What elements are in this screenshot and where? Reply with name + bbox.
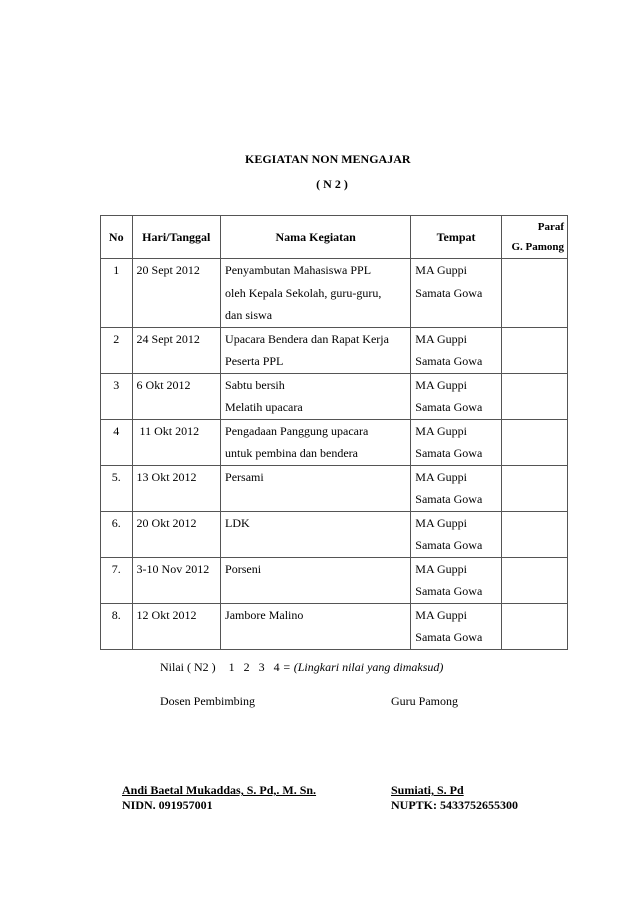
header-paraf-line1: Paraf	[537, 221, 564, 233]
place-line: MA Guppi	[415, 515, 467, 530]
cell-date: 11 Okt 2012	[132, 419, 221, 465]
cell-activity	[221, 373, 411, 419]
place-line: MA Guppi	[415, 377, 467, 392]
guru-pamong-label: Guru Pamong	[391, 694, 458, 708]
table-row	[101, 327, 568, 373]
nilai-note: = (Lingkari nilai yang dimaksud)	[282, 660, 444, 674]
activity-line: Sabtu bersih	[225, 377, 285, 392]
cell-place	[411, 511, 502, 557]
cell-activity	[221, 511, 411, 557]
cell-place	[411, 557, 502, 603]
cell-place	[411, 327, 502, 373]
place-line: MA Guppi	[415, 423, 467, 438]
table-row	[101, 373, 568, 419]
place-line: MA Guppi	[415, 607, 467, 622]
dosen-pembimbing-label: Dosen Pembimbing	[160, 694, 255, 708]
cell-paraf	[501, 419, 567, 465]
cell-no: 3	[101, 373, 133, 419]
cell-place	[411, 603, 502, 649]
cell-date: 6 Okt 2012	[132, 373, 221, 419]
activity-line: untuk pembina dan bendera	[225, 446, 359, 460]
table-header-row	[101, 216, 568, 259]
cell-paraf	[501, 511, 567, 557]
cell-date: 12 Okt 2012	[132, 603, 221, 649]
cell-no: 2	[101, 327, 133, 373]
activity-line: dan siswa	[225, 308, 273, 322]
table-row	[101, 603, 568, 649]
cell-activity	[221, 465, 411, 511]
activity-line: Jambore Malino	[225, 607, 304, 622]
place-line: MA Guppi	[415, 561, 467, 576]
cell-activity	[221, 327, 411, 373]
header-paraf	[501, 216, 567, 259]
activity-line: Peserta PPL	[225, 354, 284, 368]
activity-line: Upacara Bendera dan Rapat Kerja	[225, 331, 389, 346]
cell-date: 20 Sept 2012	[132, 259, 221, 328]
header-place: Tempat	[411, 216, 502, 259]
table-body	[101, 259, 568, 650]
cell-activity	[221, 419, 411, 465]
place-line: Samata Gowa	[415, 630, 483, 644]
nilai-options: 1 2 3 4	[228, 660, 280, 674]
table-row	[101, 259, 568, 328]
cell-paraf	[501, 259, 567, 328]
guru-id: NUPTK: 5433752655300	[391, 798, 518, 812]
place-line: MA Guppi	[415, 263, 467, 277]
cell-paraf	[501, 557, 567, 603]
place-line: Samata Gowa	[415, 584, 483, 598]
cell-activity	[221, 557, 411, 603]
header-date: Hari/Tanggal	[132, 216, 221, 259]
cell-no: 8.	[101, 603, 133, 649]
nilai-label: Nilai ( N2 )	[160, 660, 216, 674]
guru-name: Sumiati, S. Pd	[391, 783, 464, 797]
header-paraf-line2: G. Pamong	[511, 241, 564, 253]
dosen-name: Andi Baetal Mukaddas, S. Pd,. M. Sn.	[122, 783, 317, 797]
cell-paraf	[501, 465, 567, 511]
cell-activity	[221, 259, 411, 328]
cell-paraf	[501, 603, 567, 649]
nilai-line	[160, 660, 443, 675]
place-line: Samata Gowa	[415, 400, 483, 414]
cell-no: 6.	[101, 511, 133, 557]
cell-no: 4	[101, 419, 133, 465]
activity-line: Persami	[225, 469, 264, 484]
place-line: Samata Gowa	[415, 354, 483, 368]
table-row	[101, 419, 568, 465]
dosen-id: NIDN. 091957001	[122, 798, 213, 812]
cell-date: 20 Okt 2012	[132, 511, 221, 557]
table-row	[101, 557, 568, 603]
place-line: MA Guppi	[415, 331, 467, 346]
cell-place	[411, 373, 502, 419]
signature-right	[391, 783, 518, 813]
table-row	[101, 511, 568, 557]
activity-line: Melatih upacara	[225, 400, 303, 414]
cell-place	[411, 419, 502, 465]
cell-no: 7.	[101, 557, 133, 603]
activity-line: Porseni	[225, 561, 262, 576]
place-line: Samata Gowa	[415, 492, 483, 506]
place-line: Samata Gowa	[415, 285, 483, 300]
cell-place	[411, 465, 502, 511]
document-subtitle: ( N 2 )	[316, 177, 348, 191]
cell-no: 5.	[101, 465, 133, 511]
cell-no: 1	[101, 259, 133, 328]
cell-place	[411, 259, 502, 328]
cell-activity	[221, 603, 411, 649]
cell-date: 13 Okt 2012	[132, 465, 221, 511]
header-no: No	[101, 216, 133, 259]
place-line: MA Guppi	[415, 469, 467, 484]
activity-line: oleh Kepala Sekolah, guru-guru,	[225, 285, 382, 300]
activities-table	[100, 215, 568, 650]
activity-line: LDK	[225, 515, 250, 530]
place-line: Samata Gowa	[415, 446, 483, 460]
cell-date: 24 Sept 2012	[132, 327, 221, 373]
cell-paraf	[501, 327, 567, 373]
cell-date: 3-10 Nov 2012	[132, 557, 221, 603]
title-text: KEGIATAN NON MENGAJAR	[245, 152, 411, 166]
cell-paraf	[501, 373, 567, 419]
signature-left	[122, 783, 316, 813]
table-row	[101, 465, 568, 511]
activity-line: Pengadaan Panggung upacara	[225, 423, 369, 438]
place-line: Samata Gowa	[415, 538, 483, 552]
header-activity: Nama Kegiatan	[221, 216, 411, 259]
activity-line: Penyambutan Mahasiswa PPL	[225, 263, 372, 277]
